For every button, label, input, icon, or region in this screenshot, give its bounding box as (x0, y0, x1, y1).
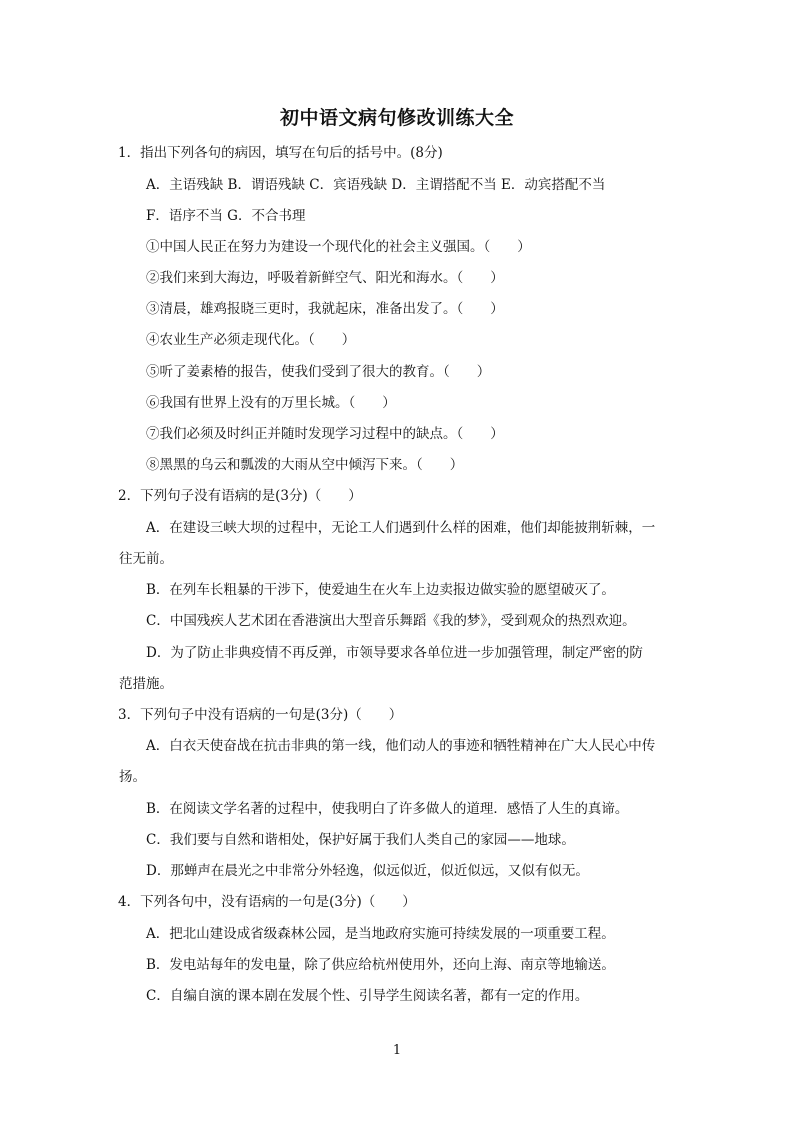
q3-option-b: B．在阅读文学名著的过程中，使我明白了许多做人的道理．感悟了人生的真谛。 (146, 801, 629, 817)
q1-item-3: ③清晨，雄鸡报晓三更时，我就起床，准备出发了。（ ） (146, 301, 504, 317)
document-title: 初中语文病句修改训练大全 (279, 107, 514, 129)
q1-item-8: ⑧黑黑的乌云和瓢泼的大雨从空中倾泻下来。（ ） (146, 457, 464, 473)
q1-stem: 1．指出下列各句的病因，填写在句后的括号中。(8分) (118, 145, 443, 161)
q3-option-d: D．那蝉声在晨光之中非常分外轻逸，似远似近，似近似远，又似有似无。 (146, 863, 589, 879)
q2-option-a-line2: 往无前。 (119, 551, 173, 567)
q1-options-line1: A．主语残缺 B．谓语残缺 C．宾语残缺 D．主谓搭配不当 E．动宾搭配不当 (146, 177, 606, 193)
q1-item-4: ④农业生产必须走现代化。（ ） (146, 332, 356, 348)
q1-item-1: ①中国人民正在努力为建设一个现代化的社会主义强国。（ ） (146, 239, 531, 255)
q1-options-line2: F．语序不当 G．不合书理 (146, 208, 306, 224)
q2-option-d-line2: 范措施。 (119, 676, 173, 692)
q2-option-c: C．中国残疾人艺术团在香港演出大型音乐舞蹈《我的梦》，受到观众的热烈欢迎。 (146, 613, 636, 629)
q1-item-2: ②我们来到大海边，呼吸着新鲜空气、阳光和海水。（ ） (146, 270, 504, 286)
q3-option-a-line2: 扬。 (119, 769, 146, 785)
q2-option-a-line1: A．在建设三峡大坝的过程中，无论工人们遇到什么样的困难，他们却能披荆斩棘，一 (146, 520, 656, 536)
q4-option-a: A．把北山建设成省级森林公园，是当地政府实施可持续发展的一项重要工程。 (146, 926, 615, 942)
q4-option-c: C．自编自演的课本剧在发展个性、引导学生阅读名著，都有一定的作用。 (146, 988, 589, 1004)
q4-option-b: B．发电站每年的发电量，除了供应给杭州使用外，还向上海、南京等地输送。 (146, 957, 615, 973)
q2-stem: 2．下列句子没有语病的是(3分)（ ） (118, 488, 362, 504)
q1-item-5: ⑤听了姜素椿的报告，使我们受到了很大的教育。（ ） (146, 364, 491, 380)
q1-item-6: ⑥我国有世界上没有的万里长城。（ ） (146, 395, 396, 411)
page-number: 1 (392, 1043, 402, 1058)
q4-stem: 4．下列各句中，没有语病的一句是(3分)（ ） (118, 894, 416, 910)
q1-item-7: ⑦我们必须及时纠正并随时发现学习过程中的缺点。（ ） (146, 426, 504, 442)
q3-stem: 3．下列句子中没有语病的一句是(3分)（ ） (118, 707, 403, 723)
q3-option-c: C．我们要与自然和谐相处，保护好属于我们人类自己的家园——地球。 (146, 832, 575, 848)
q3-option-a-line1: A．白衣天使奋战在抗击非典的第一线，他们动人的事迹和牺牲精神在广大人民心中传 (146, 738, 656, 754)
q2-option-b: B．在列车长粗暴的干涉下，使爱迪生在火车上边卖报边做实验的愿望破灭了。 (146, 582, 615, 598)
q2-option-d-line1: D．为了防止非典疫情不再反弹，市领导要求各单位进一步加强管理，制定严密的防 (146, 645, 643, 661)
